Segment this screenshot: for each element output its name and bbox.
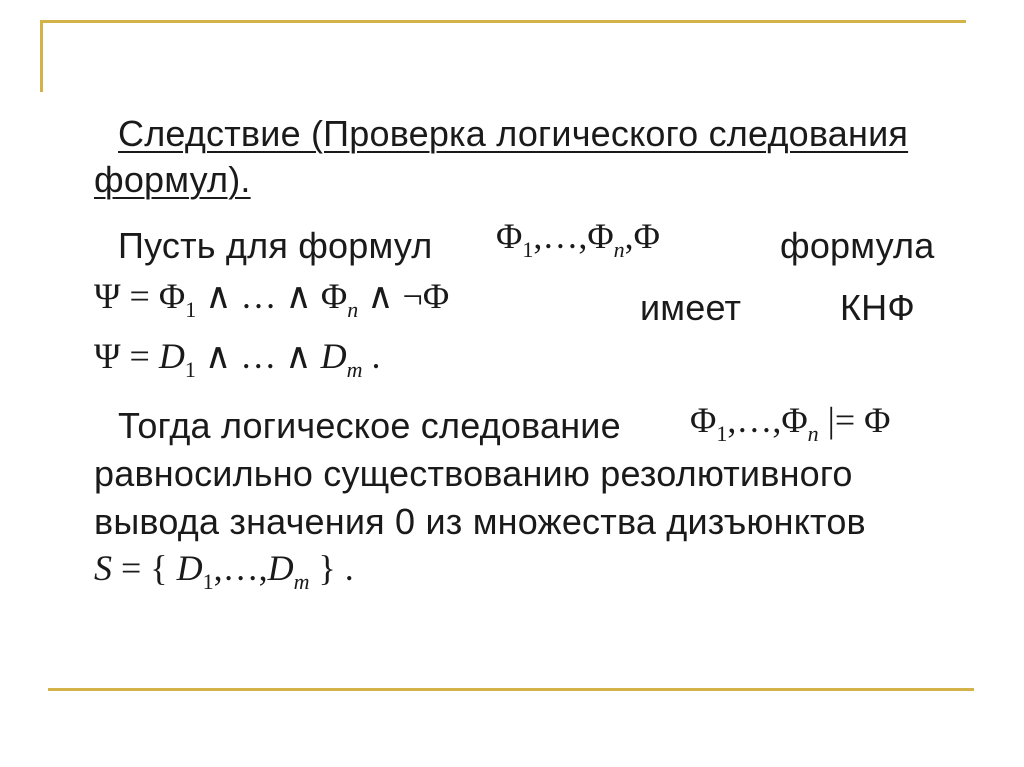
entailment-formula: $\Phi_1,\dots,\Phi_n$ |= Φ — [690, 400, 891, 446]
p1-text-end: формула — [780, 225, 935, 266]
p1-knf: КНФ — [840, 287, 915, 328]
bottom-decorative-rule — [48, 688, 974, 691]
left-decorative-rule — [40, 20, 43, 92]
p1-has: имеет — [640, 287, 742, 328]
p1-text-start: Пусть для формул — [118, 225, 433, 266]
heading-line-1: Следствие (Проверка логического следования — [118, 113, 909, 154]
p2-line-2: равносильно существованию резолютивного — [94, 453, 853, 494]
psi-formula: $\Psi = \Phi_1$ ∧ … ∧ $\Phi_n$ ∧ ¬Φ — [94, 276, 450, 322]
top-decorative-rule — [40, 20, 966, 23]
p2-text-start: Тогда логическое следование — [118, 405, 621, 446]
heading-line-2: формул). — [94, 159, 251, 200]
set-formula: S = { $D_1,\dots,D_m$ } . — [94, 548, 354, 594]
cnf-formula: $\Psi = D_1$ ∧ … ∧ $D_m$ . — [94, 336, 381, 382]
formula-list: $\Phi_1,\dots,\Phi_n,\Phi$ — [496, 216, 660, 262]
p2-line-3: вывода значения 0 из множества дизъюнктов — [94, 501, 866, 542]
